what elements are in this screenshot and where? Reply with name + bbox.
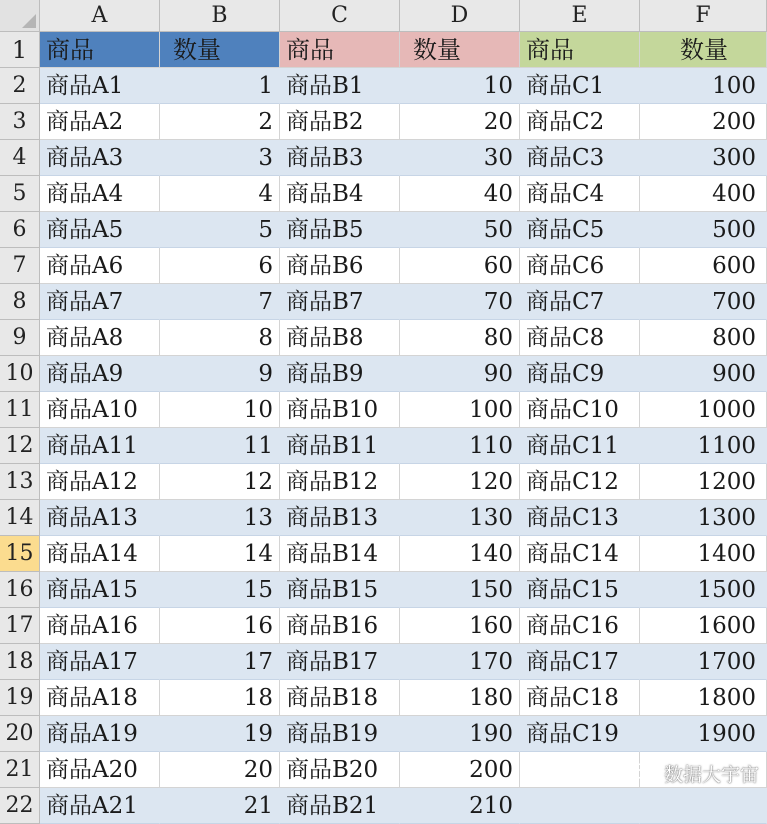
- row-header[interactable]: 7: [0, 248, 40, 284]
- cell-product-e[interactable]: 商品C4: [520, 176, 640, 212]
- cell-quantity-f[interactable]: 1200: [640, 464, 767, 500]
- header-cell-product-a[interactable]: 商品: [40, 32, 160, 68]
- cell-product-c[interactable]: 商品B21: [280, 788, 400, 824]
- cell-product-a[interactable]: 商品A15: [40, 572, 160, 608]
- cell-quantity-d[interactable]: 140: [400, 536, 520, 572]
- cell-quantity-d[interactable]: 190: [400, 716, 520, 752]
- cell-quantity-d[interactable]: 100: [400, 392, 520, 428]
- cell-quantity-d[interactable]: 60: [400, 248, 520, 284]
- cell-product-e[interactable]: 商品C9: [520, 356, 640, 392]
- cell-product-c[interactable]: 商品B4: [280, 176, 400, 212]
- cell-product-c[interactable]: 商品B19: [280, 716, 400, 752]
- table-row: [0, 536, 767, 572]
- cell-product-c[interactable]: 商品B12: [280, 464, 400, 500]
- table-row: [0, 680, 767, 716]
- cell-product-e[interactable]: 商品C12: [520, 464, 640, 500]
- cell-quantity-d[interactable]: 180: [400, 680, 520, 716]
- cell-quantity-b[interactable]: 14: [160, 536, 280, 572]
- cell-quantity-b[interactable]: 6: [160, 248, 280, 284]
- cell-product-e[interactable]: 商品C13: [520, 500, 640, 536]
- cell-quantity-d[interactable]: 130: [400, 500, 520, 536]
- cell-quantity-f[interactable]: 100: [640, 68, 767, 104]
- cell-quantity-d[interactable]: 40: [400, 176, 520, 212]
- cell-quantity-d[interactable]: 150: [400, 572, 520, 608]
- table-row: [0, 500, 767, 536]
- cell-quantity-b[interactable]: 11: [160, 428, 280, 464]
- cell-product-a[interactable]: 商品A20: [40, 752, 160, 788]
- cell-quantity-d[interactable]: 210: [400, 788, 520, 824]
- table-row: [0, 356, 767, 392]
- cell-product-e[interactable]: [520, 752, 640, 788]
- cell-quantity-d[interactable]: 70: [400, 284, 520, 320]
- cell-product-a[interactable]: 商品A12: [40, 464, 160, 500]
- table-row: [0, 176, 767, 212]
- cell-quantity-f[interactable]: 500: [640, 212, 767, 248]
- row-header[interactable]: 12: [0, 428, 40, 464]
- cell-product-a[interactable]: 商品A16: [40, 608, 160, 644]
- cell-quantity-b[interactable]: 3: [160, 140, 280, 176]
- row-header[interactable]: 9: [0, 320, 40, 356]
- cell-quantity-b[interactable]: 21: [160, 788, 280, 824]
- cell-quantity-d[interactable]: 90: [400, 356, 520, 392]
- row-header[interactable]: 5: [0, 176, 40, 212]
- row-header[interactable]: 4: [0, 140, 40, 176]
- cell-product-e[interactable]: 商品C8: [520, 320, 640, 356]
- table-row: [0, 104, 767, 140]
- table-row: [0, 608, 767, 644]
- table-row: [0, 428, 767, 464]
- cell-quantity-d[interactable]: 170: [400, 644, 520, 680]
- cell-quantity-f[interactable]: 1500: [640, 572, 767, 608]
- cell-quantity-b[interactable]: 19: [160, 716, 280, 752]
- cell-quantity-b[interactable]: 17: [160, 644, 280, 680]
- cell-quantity-b[interactable]: 20: [160, 752, 280, 788]
- cell-product-a[interactable]: 商品A10: [40, 392, 160, 428]
- cell-quantity-f[interactable]: 1900: [640, 716, 767, 752]
- cell-quantity-d[interactable]: 80: [400, 320, 520, 356]
- cell-product-a[interactable]: 商品A4: [40, 176, 160, 212]
- row-header[interactable]: 15: [0, 536, 40, 572]
- cell-product-a[interactable]: 商品A5: [40, 212, 160, 248]
- column-header-c[interactable]: C: [280, 0, 400, 32]
- cell-product-e[interactable]: 商品C10: [520, 392, 640, 428]
- cell-quantity-d[interactable]: 10: [400, 68, 520, 104]
- table-row: [0, 320, 767, 356]
- cell-product-a[interactable]: 商品A9: [40, 356, 160, 392]
- row-header[interactable]: 13: [0, 464, 40, 500]
- cell-quantity-b[interactable]: 16: [160, 608, 280, 644]
- table-row: [0, 644, 767, 680]
- cell-product-e[interactable]: 商品C11: [520, 428, 640, 464]
- cell-quantity-f[interactable]: 200: [640, 104, 767, 140]
- table-row: [0, 248, 767, 284]
- cell-product-e[interactable]: 商品C16: [520, 608, 640, 644]
- cell-quantity-f[interactable]: 1000: [640, 392, 767, 428]
- cell-quantity-d[interactable]: 120: [400, 464, 520, 500]
- column-header-e[interactable]: E: [520, 0, 640, 32]
- cell-quantity-b[interactable]: 13: [160, 500, 280, 536]
- column-header-d[interactable]: D: [400, 0, 520, 32]
- cell-quantity-b[interactable]: 7: [160, 284, 280, 320]
- cell-product-e[interactable]: 商品C3: [520, 140, 640, 176]
- cell-product-e[interactable]: 商品C7: [520, 284, 640, 320]
- cell-product-a[interactable]: 商品A2: [40, 104, 160, 140]
- cell-product-c[interactable]: 商品B20: [280, 752, 400, 788]
- cell-product-a[interactable]: 商品A1: [40, 68, 160, 104]
- cell-product-e[interactable]: 商品C5: [520, 212, 640, 248]
- cell-quantity-b[interactable]: 8: [160, 320, 280, 356]
- cell-product-a[interactable]: 商品A19: [40, 716, 160, 752]
- table-row: [0, 464, 767, 500]
- cell-product-c[interactable]: 商品B17: [280, 644, 400, 680]
- cell-product-e[interactable]: 商品C19: [520, 716, 640, 752]
- column-header-bar: [0, 0, 767, 32]
- cell-product-c[interactable]: 商品B14: [280, 536, 400, 572]
- cell-quantity-b[interactable]: 1: [160, 68, 280, 104]
- cell-quantity-b[interactable]: 5: [160, 212, 280, 248]
- cell-product-c[interactable]: 商品B10: [280, 392, 400, 428]
- cell-product-e[interactable]: 商品C15: [520, 572, 640, 608]
- cell-quantity-d[interactable]: 110: [400, 428, 520, 464]
- row-header[interactable]: 8: [0, 284, 40, 320]
- cell-product-c[interactable]: 商品B2: [280, 104, 400, 140]
- cell-quantity-b[interactable]: 10: [160, 392, 280, 428]
- cell-quantity-f[interactable]: 600: [640, 248, 767, 284]
- cell-quantity-f[interactable]: 800: [640, 320, 767, 356]
- cell-product-c[interactable]: 商品B18: [280, 680, 400, 716]
- row-header[interactable]: 2: [0, 68, 40, 104]
- cell-product-e[interactable]: 商品C14: [520, 536, 640, 572]
- cell-quantity-f[interactable]: 1700: [640, 644, 767, 680]
- cell-product-e[interactable]: 商品C6: [520, 248, 640, 284]
- row-header[interactable]: 6: [0, 212, 40, 248]
- watermark: [632, 758, 759, 788]
- table-row: [0, 716, 767, 752]
- cell-product-e[interactable]: 商品C2: [520, 104, 640, 140]
- cell-product-c[interactable]: 商品B3: [280, 140, 400, 176]
- cell-product-e[interactable]: 商品C18: [520, 680, 640, 716]
- cell-quantity-f[interactable]: 1400: [640, 536, 767, 572]
- cell-quantity-d[interactable]: 30: [400, 140, 520, 176]
- cell-quantity-f[interactable]: 1800: [640, 680, 767, 716]
- header-cell-quantity-f[interactable]: 数量: [640, 32, 767, 68]
- header-cell-quantity-b[interactable]: 数量: [160, 32, 280, 68]
- row-header[interactable]: 1: [0, 32, 40, 68]
- cell-product-c[interactable]: 商品B16: [280, 608, 400, 644]
- cell-product-a[interactable]: 商品A7: [40, 284, 160, 320]
- cell-quantity-f[interactable]: 400: [640, 176, 767, 212]
- cell-product-a[interactable]: 商品A18: [40, 680, 160, 716]
- cell-product-c[interactable]: 商品B1: [280, 68, 400, 104]
- cell-quantity-d[interactable]: 50: [400, 212, 520, 248]
- cell-product-e[interactable]: 商品C1: [520, 68, 640, 104]
- cell-quantity-b[interactable]: 9: [160, 356, 280, 392]
- cell-quantity-b[interactable]: 18: [160, 680, 280, 716]
- cell-product-a[interactable]: 商品A8: [40, 320, 160, 356]
- row-header[interactable]: 11: [0, 392, 40, 428]
- row-header[interactable]: 19: [0, 680, 40, 716]
- column-header-f[interactable]: F: [640, 0, 767, 32]
- cell-quantity-d[interactable]: 160: [400, 608, 520, 644]
- column-header-b[interactable]: B: [160, 0, 280, 32]
- cell-quantity-f[interactable]: 700: [640, 284, 767, 320]
- cell-quantity-f[interactable]: 300: [640, 140, 767, 176]
- row-header[interactable]: 18: [0, 644, 40, 680]
- row-header[interactable]: 22: [0, 788, 40, 824]
- wechat-icon: [632, 762, 658, 784]
- cell-product-c[interactable]: 商品B8: [280, 320, 400, 356]
- cell-quantity-f[interactable]: 1100: [640, 428, 767, 464]
- row-header[interactable]: 10: [0, 356, 40, 392]
- row-header[interactable]: 17: [0, 608, 40, 644]
- cell-quantity-f[interactable]: 1300: [640, 500, 767, 536]
- table-row: [0, 140, 767, 176]
- cell-quantity-f[interactable]: 1600: [640, 608, 767, 644]
- header-cell-product-e[interactable]: 商品: [520, 32, 640, 68]
- cell-product-a[interactable]: 商品A21: [40, 788, 160, 824]
- cell-product-c[interactable]: 商品B15: [280, 572, 400, 608]
- header-row: [0, 32, 767, 68]
- cell-product-a[interactable]: 商品A11: [40, 428, 160, 464]
- cell-quantity-d[interactable]: 200: [400, 752, 520, 788]
- cell-quantity-b[interactable]: 4: [160, 176, 280, 212]
- cell-quantity-d[interactable]: 20: [400, 104, 520, 140]
- cell-quantity-b[interactable]: 15: [160, 572, 280, 608]
- cell-product-a[interactable]: 商品A17: [40, 644, 160, 680]
- cell-quantity-f[interactable]: [640, 788, 767, 824]
- cell-quantity-f[interactable]: 900: [640, 356, 767, 392]
- cell-product-c[interactable]: 商品B6: [280, 248, 400, 284]
- cell-product-c[interactable]: 商品B5: [280, 212, 400, 248]
- table-row: [0, 788, 767, 824]
- table-row: [0, 572, 767, 608]
- table-row: [0, 212, 767, 248]
- row-header[interactable]: 14: [0, 500, 40, 536]
- select-all-corner[interactable]: [0, 0, 40, 32]
- table-row: [0, 392, 767, 428]
- table-row: [0, 284, 767, 320]
- row-header[interactable]: 20: [0, 716, 40, 752]
- cell-quantity-b[interactable]: 12: [160, 464, 280, 500]
- cell-product-a[interactable]: 商品A14: [40, 536, 160, 572]
- cell-product-c[interactable]: 商品B9: [280, 356, 400, 392]
- cell-product-e[interactable]: 商品C17: [520, 644, 640, 680]
- cell-quantity-b[interactable]: 2: [160, 104, 280, 140]
- row-header[interactable]: 16: [0, 572, 40, 608]
- select-all-triangle-icon: [22, 14, 36, 28]
- row-header[interactable]: 21: [0, 752, 40, 788]
- cell-product-c[interactable]: 商品B11: [280, 428, 400, 464]
- header-cell-product-c[interactable]: 商品: [280, 32, 400, 68]
- cell-product-e[interactable]: [520, 788, 640, 824]
- row-header[interactable]: 3: [0, 104, 40, 140]
- cell-product-c[interactable]: 商品B13: [280, 500, 400, 536]
- cell-product-a[interactable]: 商品A6: [40, 248, 160, 284]
- cell-product-a[interactable]: 商品A13: [40, 500, 160, 536]
- table-row: [0, 68, 767, 104]
- cell-product-a[interactable]: 商品A3: [40, 140, 160, 176]
- watermark-text: 数据大宇宙: [663, 763, 759, 786]
- cell-product-c[interactable]: 商品B7: [280, 284, 400, 320]
- column-header-a[interactable]: A: [40, 0, 160, 32]
- header-cell-quantity-d[interactable]: 数量: [400, 32, 520, 68]
